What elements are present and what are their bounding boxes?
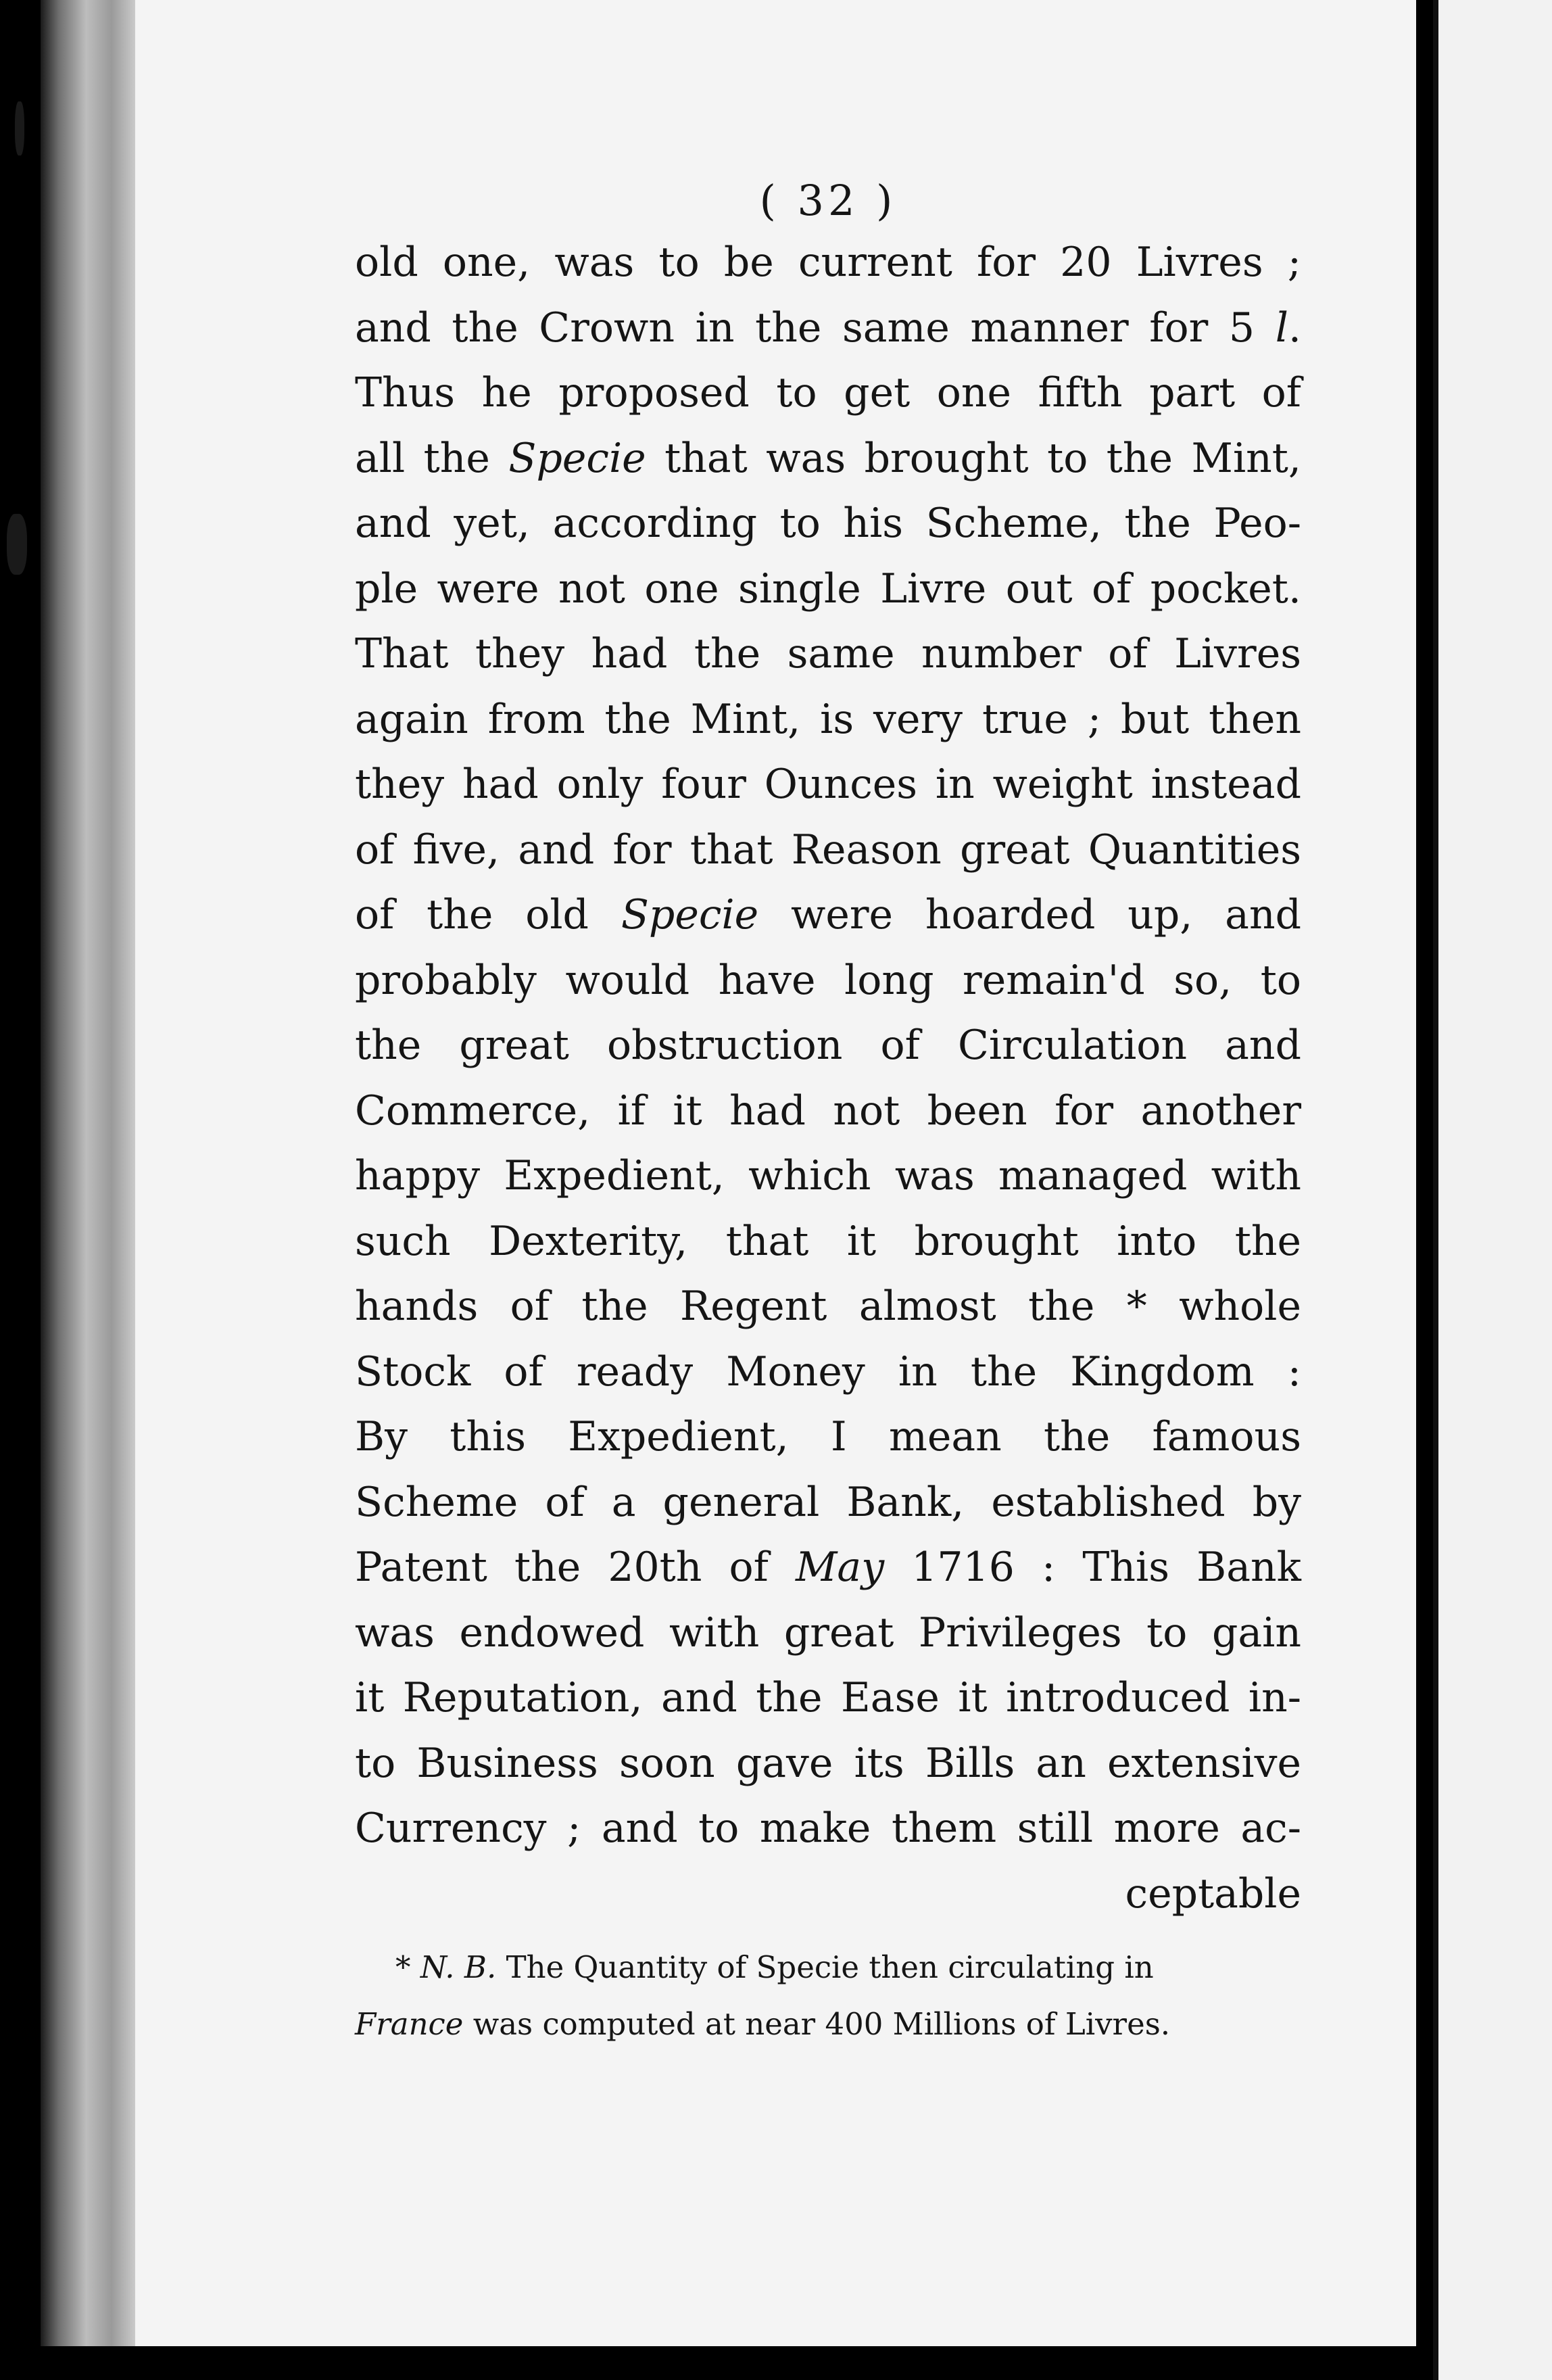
footnote-line: France was computed at near 400 Millions of Livres. xyxy=(355,2006,1171,2042)
footnote-line: * N. B. The Quantity of Specie then circulating in xyxy=(395,1949,1154,1985)
text-line: hands of the Regent almost the * whole xyxy=(355,1283,1301,1330)
text-line: Scheme of a general Bank, established by xyxy=(355,1478,1301,1526)
catchword: ceptable xyxy=(1125,1870,1301,1918)
text-line: of the old Specie were hoarded up, and xyxy=(355,891,1301,938)
text-line: Stock of ready Money in the Kingdom : xyxy=(355,1348,1301,1396)
text-line: they had only four Ounces in weight instead xyxy=(355,761,1301,808)
text-line: ple were not one single Livre out of pocket. xyxy=(355,565,1301,613)
text-line: to Business soon gave its Bills an extensive xyxy=(355,1739,1301,1787)
text-line: By this Expedient, I mean the famous xyxy=(355,1413,1301,1460)
text-line: all the Specie that was brought to the Mint, xyxy=(355,434,1301,482)
text-line: and the Crown in the same manner for 5 l. xyxy=(355,304,1301,352)
text-line: again from the Mint, is very true ; but then xyxy=(355,695,1301,743)
text-line: it Reputation, and the Ease it introduced in- xyxy=(355,1674,1301,1721)
text-line: Commerce, if it had not been for another xyxy=(355,1087,1301,1135)
text-line: the great obstruction of Circulation and xyxy=(355,1022,1301,1069)
text-line: happy Expedient, which was managed with xyxy=(355,1152,1301,1199)
footnote xyxy=(355,1939,1288,2053)
page-number: ( 32 ) xyxy=(759,176,897,225)
text-line: and yet, according to his Scheme, the Peo- xyxy=(355,500,1301,547)
text-line: of five, and for that Reason great Quantities xyxy=(355,826,1301,874)
book-gutter xyxy=(41,0,142,2380)
text-line: such Dexterity, that it brought into the xyxy=(355,1217,1301,1265)
text-line: Thus he proposed to get one fifth part of xyxy=(355,369,1301,416)
body-text xyxy=(355,177,1301,1926)
ink-speck xyxy=(7,514,27,575)
text-line: Patent the 20th of May 1716 : This Bank xyxy=(355,1544,1301,1591)
ink-speck xyxy=(15,101,24,156)
text-line: was endowed with great Privileges to gain xyxy=(355,1609,1301,1657)
text-line: Currency ; and to make them still more ac- xyxy=(355,1805,1301,1852)
scan-bottom-edge xyxy=(0,2346,1433,2380)
text-line: That they had the same number of Livres xyxy=(355,630,1301,677)
text-line: probably would have long remain'd so, to xyxy=(355,956,1301,1004)
text-line: old one, was to be current for 20 Livres ; xyxy=(355,239,1301,286)
next-page-edge xyxy=(1433,0,1552,2380)
asterisk-marker: * xyxy=(395,1949,420,1985)
